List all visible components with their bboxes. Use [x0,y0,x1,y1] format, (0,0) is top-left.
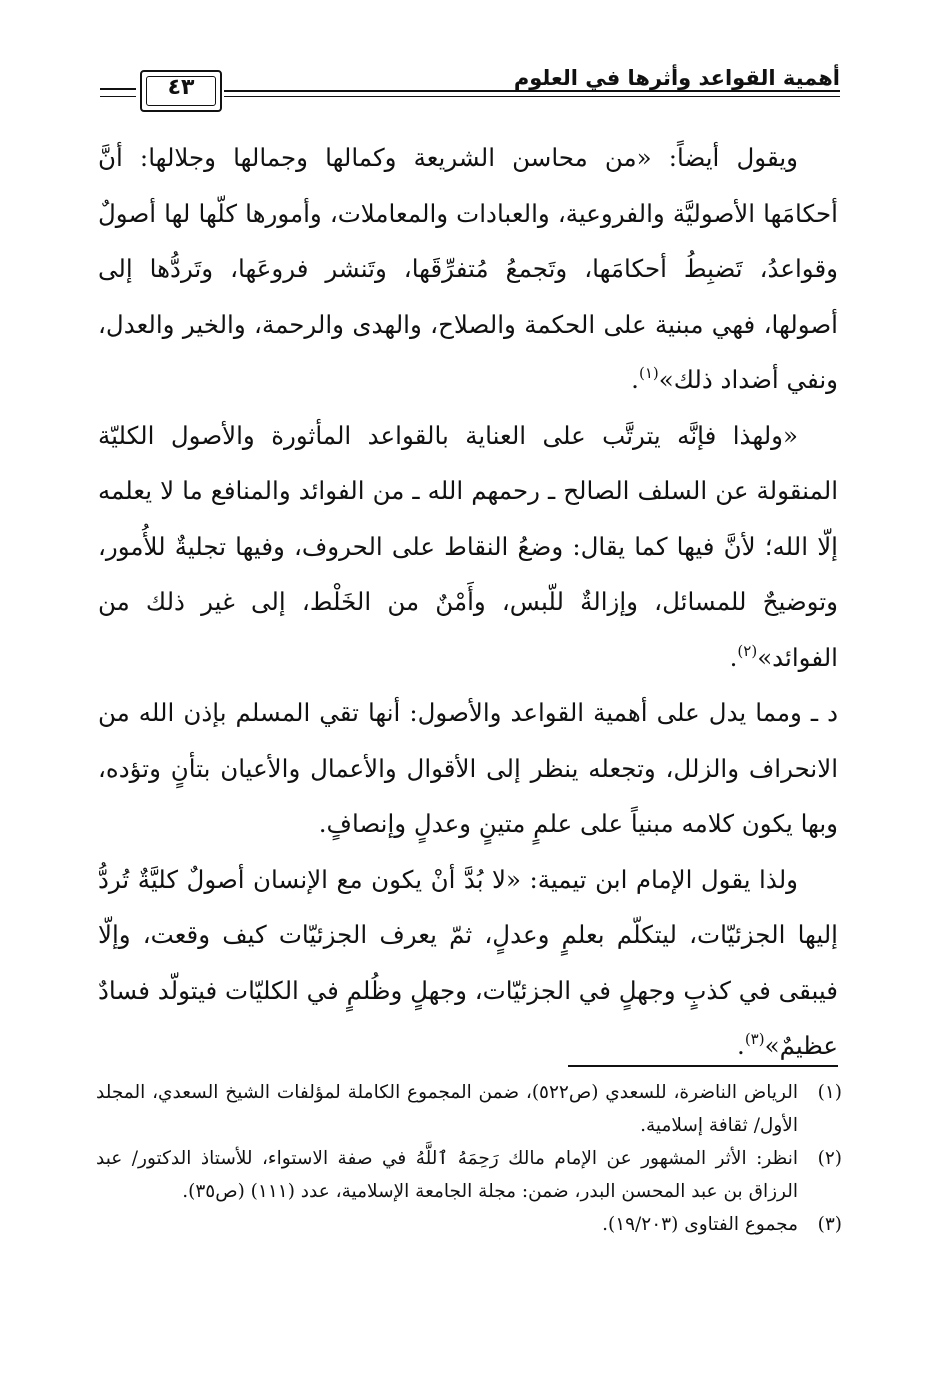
paragraph [98,130,838,408]
paragraph-end: . [729,642,738,672]
running-title: أهمية القواعد وأثرها في العلوم [513,66,840,90]
paragraph-text: «ولهذا فإنَّه يترتَّب على العناية بالقواعد المأثورة والأصول الكليّة المنقولة عن السلف الصالح ـ رحمهم الله ـ من الفوائد والمنافع ما لا يعلمه إلّا الله؛ لأنَّ فيها كما يقال: وضعُ النقاط على الحروف، وفيها تجليةٌ للأُمور، وتوضيحٌ للمسائل، وإزالةٌ للّبس، وأَمْنٌ من الخَلْط، إلى غير ذلك من الفوائد» [98,420,838,672]
footnotes [96,1076,842,1241]
page-number-frame [140,70,222,112]
footnote-separator [568,1065,838,1067]
footnote-number: (٣) [817,1214,842,1235]
footnote [96,1208,842,1241]
page-number: ٤٣ [167,75,195,100]
main-text [98,130,838,1074]
footnote-marker: (٣) [744,1030,765,1048]
footnote-text: الرياض الناضرة، للسعدي (ص٥٢٢)، ضمن المجموع الكاملة لمؤلفات الشيخ السعدي، المجلد الأول/ ثقافة إسلامية. [96,1082,798,1136]
paragraph [98,852,838,1074]
footnote-text: مجموع الفتاوى (١٩/٢٠٣). [602,1214,798,1235]
paragraph-text: ويقول أيضاً: «من محاسن الشريعة وكمالها وجمالها وجلالها: أنَّ أحكامَها الأصوليَّة والفروعية، والعبادات والمعاملات، وأمورها كلّها لها أصولٌ وقواعدُ، تَضبِطُ أحكامَها، وتَجمعُ مُتفرِّقَها، وتَنشر فروعَها، وتَردُّها إلى أصولها، فهي مبنية على الحكمة والصلاح، والهدى والرحمة، والخير والعدل، ونفي أضداد ذلك» [98,143,838,394]
footnote-number: (١) [817,1082,842,1103]
paragraph [98,408,838,686]
footnote-text: انظر: الأثر المشهور عن الإمام مالك رَحِمَهُ ٱللَّهُ في صفة الاستواء، للأستاذ الدكتور/ عبد الرزاق بن عبد المحسن البدر، ضمن: مجلة الجامعة الإسلامية، عدد (١١١) (ص٣٥). [96,1148,798,1202]
header-rule [224,90,840,97]
header-rule-short [100,88,136,97]
page-header [100,62,840,122]
paragraph-text: ولذا يقول الإمام ابن تيمية: «لا بُدَّ أنْ يكون مع الإنسان أصولٌ كليَّةٌ تُردُّ إليها الجزئيّات، ليتكلّم بعلمٍ وعدلٍ، ثمّ يعرف الجزئيّات كيف وقعت، وإلّا فيبقى في كذبٍ وجهلٍ في الجزئيّات، وجهلٍ وظُلمٍ في الكليّات فيتولّد فسادٌ عظيمٌ» [98,864,838,1060]
paragraph-end: . [631,365,639,394]
paragraph-end: . [737,1031,745,1060]
footnote-marker: (٢) [737,641,758,660]
footnote-marker: (١) [638,364,659,382]
footnote [96,1142,842,1208]
footnote [96,1076,842,1142]
paragraph: د ـ ومما يدل على أهمية القواعد والأصول: أنها تقي المسلم بإذن الله من الانحراف والزلل، وتجعله ينظر إلى الأقوال والأعمال والأعيان بتأنٍ وتؤده، وبها يكون كلامه مبنياً على علمٍ متينٍ وعدلٍ وإنصافٍ. [98,698,838,838]
footnote-number: (٢) [817,1148,842,1169]
